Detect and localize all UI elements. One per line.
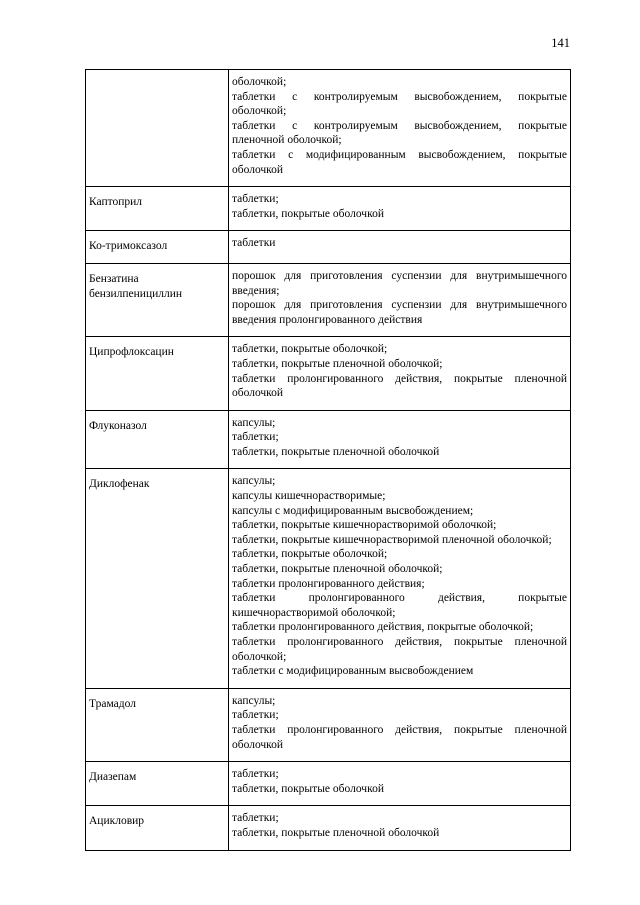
dosage-form-line: таблетки; xyxy=(232,709,279,722)
dosage-form-line: капсулы с модифицированным высвобождением; xyxy=(232,504,474,517)
table-row xyxy=(86,762,571,806)
dosage-form-line: таблетки, покрытые оболочкой; xyxy=(232,548,388,561)
dosage-form-line: таблетки пролонгированного действия, покрытые оболочкой; xyxy=(232,621,534,634)
dosage-form-line: порошок для приготовления суспензии для внутримышечного введения; xyxy=(232,269,567,297)
dosage-form-line: таблетки пролонгированного действия, покрытые пленочной оболочкой; xyxy=(232,636,567,663)
table-row xyxy=(86,231,571,264)
dosage-form-line: таблетки пролонгированного действия, покрытые кишечнорастворимой оболочкой; xyxy=(232,592,567,619)
dosage-form-line: таблетки xyxy=(232,237,276,250)
dosage-form-line: таблетки, покрытые пленочной оболочкой; xyxy=(232,357,443,370)
dosage-form-line: капсулы; xyxy=(232,475,276,488)
dosage-form-line: таблетки, покрытые кишечнорастворимой оболочкой; xyxy=(232,519,497,532)
dosage-form-line: таблетки, покрытые пленочной оболочкой; xyxy=(232,563,443,576)
dosage-forms-cell xyxy=(229,410,571,469)
drug-name-cell: Ацикловир xyxy=(86,806,229,850)
drug-name-cell: Флуконазол xyxy=(86,410,229,469)
table-row xyxy=(86,469,571,688)
dosage-forms-cell xyxy=(229,70,571,187)
dosage-forms-cell xyxy=(229,187,571,231)
table-row xyxy=(86,688,571,761)
drug-name-cell: Ко-тримоксазол xyxy=(86,231,229,264)
dosage-form-line: капсулы; xyxy=(232,416,276,429)
dosage-form-line: таблетки; xyxy=(232,812,279,825)
drug-name-cell: Каптоприл xyxy=(86,187,229,231)
dosage-form-line: таблетки, покрытые оболочкой xyxy=(232,782,384,795)
drug-name-cell: Диклофенак xyxy=(86,469,229,688)
dosage-form-line: капсулы кишечнорастворимые; xyxy=(232,490,386,503)
table-row xyxy=(86,410,571,469)
dosage-form-line: таблетки, покрытые оболочкой xyxy=(232,207,384,220)
drug-forms-table xyxy=(85,69,571,851)
dosage-form-line: таблетки; xyxy=(232,193,279,206)
dosage-form-line: таблетки, покрытые пленочной оболочкой xyxy=(232,826,440,839)
dosage-forms-cell xyxy=(229,806,571,850)
dosage-form-line: таблетки, покрытые оболочкой; xyxy=(232,343,388,356)
dosage-form-line: таблетки с модифицированным высвобождением, покрытые оболочкой xyxy=(232,148,567,176)
dosage-forms-cell xyxy=(229,469,571,688)
table-body xyxy=(86,70,571,851)
dosage-forms-cell xyxy=(229,231,571,264)
table-row xyxy=(86,187,571,231)
dosage-form-line: таблетки, покрытые кишечнорастворимой пленочной оболочкой; xyxy=(232,533,552,546)
dosage-form-line: таблетки; xyxy=(232,768,279,781)
page-number: 141 xyxy=(551,36,570,50)
dosage-form-line: таблетки пролонгированного действия, покрытые пленочной оболочкой xyxy=(232,723,567,751)
dosage-form-line: капсулы; xyxy=(232,694,276,707)
dosage-form-line: таблетки с модифицированным высвобождением xyxy=(232,665,474,678)
table-row xyxy=(86,337,571,410)
dosage-forms-cell xyxy=(229,337,571,410)
table-row xyxy=(86,70,571,187)
dosage-form-line: порошок для приготовления суспензии для внутримышечного введения пролонгированного действия xyxy=(232,299,567,326)
drug-name-cell: Бензатина бензилпенициллин xyxy=(86,263,229,336)
dosage-form-line: таблетки пролонгированного действия, покрытые пленочной оболочкой xyxy=(232,372,567,400)
dosage-form-line: таблетки с контролируемым высвобождением, покрытые оболочкой; xyxy=(232,90,567,118)
drug-name-cell: Диазепам xyxy=(86,762,229,806)
dosage-form-line: таблетки; xyxy=(232,431,279,444)
table-row xyxy=(86,806,571,850)
dosage-form-line: таблетки с контролируемым высвобождением, покрытые пленочной оболочкой; xyxy=(232,119,567,147)
dosage-forms-cell xyxy=(229,762,571,806)
drug-name-cell xyxy=(86,70,229,187)
dosage-form-line: таблетки, покрытые пленочной оболочкой xyxy=(232,445,440,458)
dosage-forms-cell xyxy=(229,688,571,761)
drug-name-cell: Ципрофлоксацин xyxy=(86,337,229,410)
drug-name-cell: Трамадол xyxy=(86,688,229,761)
table-row xyxy=(86,263,571,336)
dosage-form-line: таблетки пролонгированного действия; xyxy=(232,577,425,590)
dosage-forms-cell xyxy=(229,263,571,336)
dosage-form-line: оболочкой; xyxy=(232,76,287,88)
